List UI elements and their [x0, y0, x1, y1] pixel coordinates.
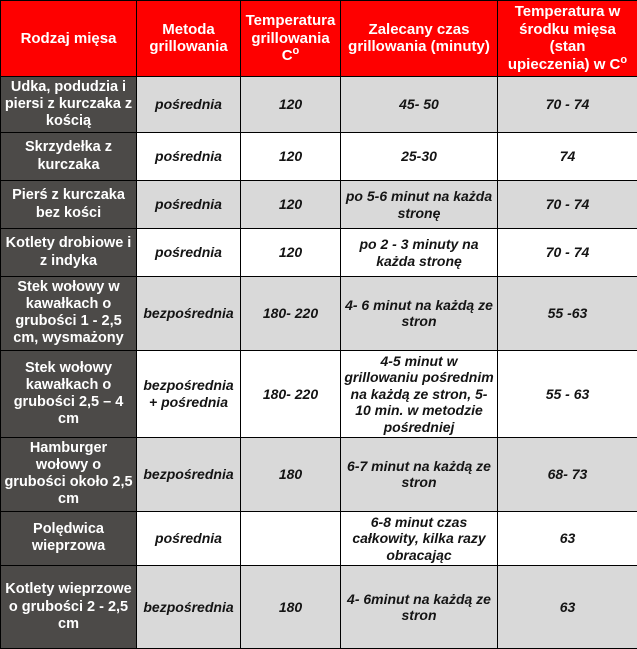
- table-row: [1, 133, 637, 181]
- table-row: [1, 438, 637, 511]
- cell-time: po 2 - 3 minuty na każda stronę: [341, 229, 498, 277]
- cell-time: 6-8 minut czas całkowity, kilka razy obracając: [341, 511, 498, 566]
- cell-meat: Kotlety drobiowe i z indyka: [1, 229, 137, 277]
- degree-symbol-coretemp: o: [620, 54, 627, 66]
- degree-symbol-temp: o: [293, 45, 300, 57]
- column-header-meat-line1: Rodzaj mięsa: [21, 30, 117, 47]
- column-header-method: [137, 1, 241, 77]
- column-header-time-line2: grillowania (minuty): [348, 38, 490, 55]
- cell-meat: Stek wołowy w kawałkach o grubości 1 - 2,5 cm, wysmażony: [1, 277, 137, 350]
- cell-meat: Skrzydełka z kurczaka: [1, 133, 137, 181]
- column-header-coretemp-line3: upieczenia) w C: [508, 56, 621, 73]
- cell-method: bezpośrednia: [137, 566, 241, 649]
- cell-temp: [241, 511, 341, 566]
- cell-method: pośrednia: [137, 76, 241, 132]
- cell-meat: Udka, podudzia i piersi z kurczaka z kością: [1, 76, 137, 132]
- column-header-time-line1: Zalecany czas: [369, 21, 470, 38]
- cell-temp: 120: [241, 229, 341, 277]
- table-row: [1, 350, 637, 438]
- table-row: [1, 76, 637, 132]
- cell-method: pośrednia: [137, 133, 241, 181]
- cell-coretemp: 68- 73: [498, 438, 637, 511]
- column-header-method-line1: Metoda: [162, 21, 215, 38]
- cell-meat: Polędwica wieprzowa: [1, 511, 137, 566]
- cell-method: pośrednia: [137, 181, 241, 229]
- column-header-temp-line2: grillowania: [251, 30, 329, 47]
- cell-temp: 180- 220: [241, 277, 341, 350]
- cell-time: 6-7 minut na każdą ze stron: [341, 438, 498, 511]
- table-header: [1, 1, 637, 77]
- cell-temp: 180- 220: [241, 350, 341, 438]
- table-row: [1, 566, 637, 649]
- cell-time: 4- 6minut na każdą ze stron: [341, 566, 498, 649]
- cell-coretemp: 70 - 74: [498, 76, 637, 132]
- table-row: [1, 511, 637, 566]
- cell-time: 4-5 minut w grillowaniu pośrednim na każdą ze stron, 5- 10 min. w metodzie pośredniej: [341, 350, 498, 438]
- column-header-coretemp-line2: środku mięsa (stan: [519, 21, 616, 56]
- table-body: [1, 76, 637, 648]
- column-header-coretemp: [498, 1, 637, 77]
- cell-time: po 5-6 minut na każda stronę: [341, 181, 498, 229]
- cell-time: 4- 6 minut na każdą ze stron: [341, 277, 498, 350]
- cell-meat: Kotlety wieprzowe o grubości 2 - 2,5 cm: [1, 566, 137, 649]
- header-row: [1, 1, 637, 77]
- cell-coretemp: 70 - 74: [498, 229, 637, 277]
- column-header-meat: [1, 1, 137, 77]
- cell-meat: Pierś z kurczaka bez kości: [1, 181, 137, 229]
- cell-coretemp: 70 - 74: [498, 181, 637, 229]
- cell-meat: Hamburger wołowy o grubości około 2,5 cm: [1, 438, 137, 511]
- cell-method: bezpośrednia + pośrednia: [137, 350, 241, 438]
- table-row: [1, 229, 637, 277]
- cell-temp: 180: [241, 566, 341, 649]
- cell-time: 25-30: [341, 133, 498, 181]
- cell-coretemp: 74: [498, 133, 637, 181]
- cell-coretemp: 55 -63: [498, 277, 637, 350]
- column-header-method-line2: grillowania: [149, 38, 227, 55]
- cell-time: 45- 50: [341, 76, 498, 132]
- cell-coretemp: 63: [498, 566, 637, 649]
- cell-method: bezpośrednia: [137, 277, 241, 350]
- cell-temp: 120: [241, 181, 341, 229]
- column-header-time: [341, 1, 498, 77]
- table-row: [1, 277, 637, 350]
- column-header-temp-line1: Temperatura: [246, 12, 336, 29]
- cell-temp: 120: [241, 133, 341, 181]
- column-header-coretemp-line1: Temperatura w: [515, 3, 621, 20]
- column-header-temp: [241, 1, 341, 77]
- table-row: [1, 181, 637, 229]
- cell-method: pośrednia: [137, 229, 241, 277]
- cell-temp: 120: [241, 76, 341, 132]
- cell-temp: 180: [241, 438, 341, 511]
- cell-method: bezpośrednia: [137, 438, 241, 511]
- cell-method: pośrednia: [137, 511, 241, 566]
- cell-coretemp: 63: [498, 511, 637, 566]
- cell-meat: Stek wołowy kawałkach o grubości 2,5 – 4 cm: [1, 350, 137, 438]
- column-header-temp-line3: C: [282, 47, 293, 64]
- cell-coretemp: 55 - 63: [498, 350, 637, 438]
